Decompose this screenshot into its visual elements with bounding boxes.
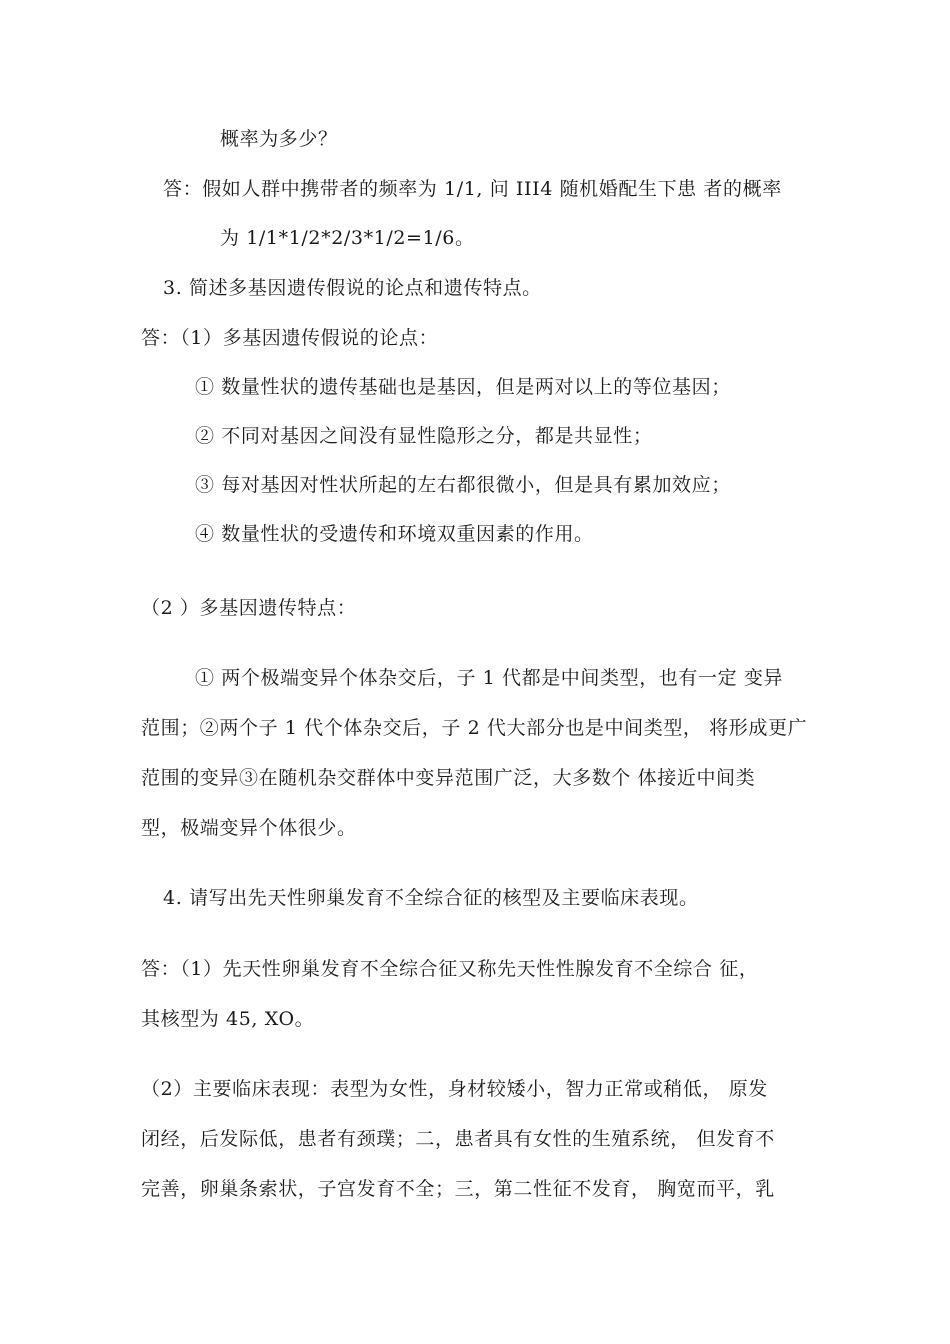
section-heading: 3. 简述多基因遗传假说的论点和遗传特点。 [163,277,542,299]
text-line: 其核型为 45, XO。 [141,1008,315,1030]
list-item: ④ 数量性状的受遗传和环境双重因素的作用。 [195,523,594,545]
text-line: （2 ）多基因遗传特点： [141,597,357,619]
text-line: 为 1/1*1/2*2/3*1/2=1/6。 [220,227,475,249]
text-line: 完善，卵巢条索状，子宫发育不全；三，第二性征不发育， 胸宽而平，乳 [141,1178,775,1200]
section-heading: 4. 请写出先天性卵巢发育不全综合征的核型及主要临床表现。 [163,887,699,909]
text-line: 范围；②两个子 1 代个体杂交后，子 2 代大部分也是中间类型， 将形成更广 [141,717,808,739]
text-line: 答：（1）先天性卵巢发育不全综合征又称先天性性腺发育不全综合 征， [141,958,759,980]
text-line: 范围的变异③在随机杂交群体中变异范围广泛，大多数个 体接近中间类 [141,767,756,789]
text-line: ① 两个极端变异个体杂交后，子 1 代都是中间类型，也有一定 变异 [195,667,784,689]
list-item: ② 不同对基因之间没有显性隐形之分，都是共显性； [195,425,653,447]
text-line: 答：（1）多基因遗传假说的论点： [141,327,439,349]
text-line: （2）主要临床表现：表型为女性，身材较矮小，智力正常或稍低， 原发 [141,1078,768,1100]
text-line: 答：假如人群中携带者的频率为 1/1, 问 III4 随机婚配生下患 者的概率 [163,178,782,200]
text-line: 型，极端变异个体很少。 [141,817,357,839]
list-item: ③ 每对基因对性状所起的左右都很微小，但是具有累加效应； [195,474,731,496]
list-item: ① 数量性状的遗传基础也是基因，但是两对以上的等位基因； [195,376,731,398]
text-line: 闭经，后发际低，患者有颈璞；二，患者具有女性的生殖系统， 但发育不 [141,1128,775,1150]
text-line: 概率为多少？ [220,128,338,150]
